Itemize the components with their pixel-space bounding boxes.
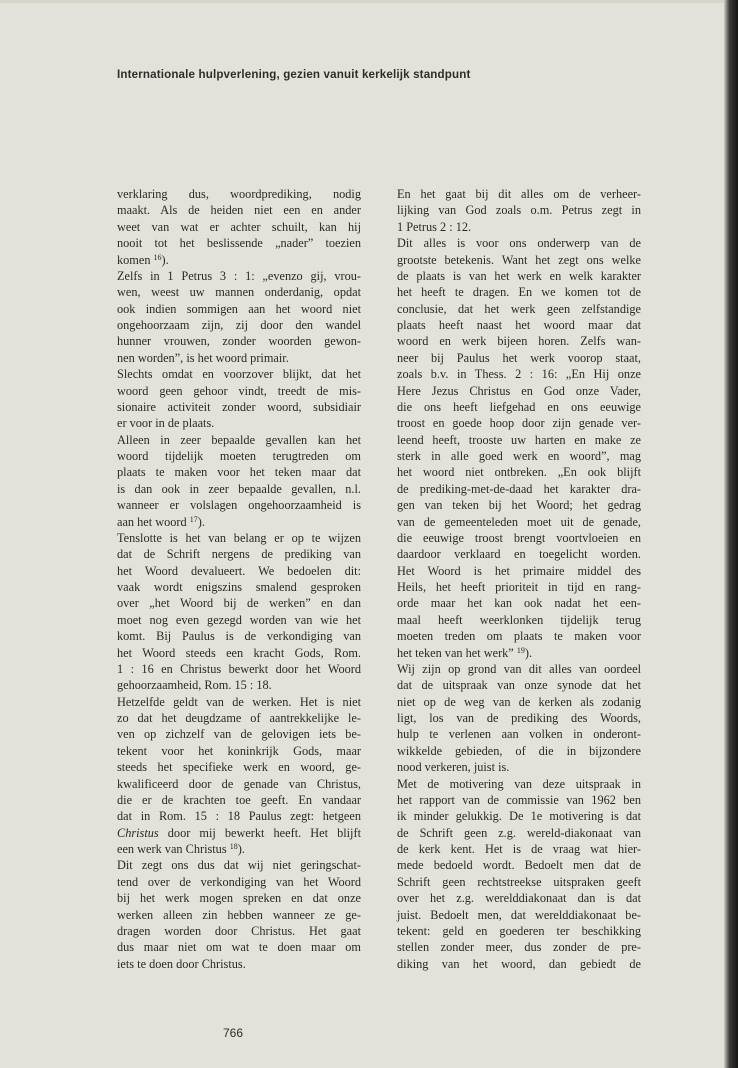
text-line bbox=[397, 857, 641, 873]
line-text: En het gaat bij dit alles om de verheer- bbox=[397, 187, 641, 201]
text-line bbox=[117, 808, 361, 824]
line-text: ik minder gelukkig. De 1e motivering is dat bbox=[397, 809, 641, 824]
text-line bbox=[397, 432, 641, 448]
text-line bbox=[117, 907, 361, 923]
text-line bbox=[117, 743, 361, 759]
text-line bbox=[117, 956, 361, 972]
line-text: gen van teken bij het Woord; het gedrag bbox=[397, 498, 641, 513]
line-text: plaats te maken voor het teken maar dat bbox=[117, 465, 361, 480]
footnote-ref: 16 bbox=[153, 252, 162, 262]
text-line bbox=[397, 301, 641, 317]
italic-text: Christus bbox=[117, 825, 159, 840]
line-text: ven op zichzelf van de gelovigen iets be- bbox=[117, 727, 361, 742]
line-text: mede bedoeld wordt. Bedoelt men dat de bbox=[397, 858, 641, 873]
line-text: moet nog even gezegd worden van wie het bbox=[117, 612, 361, 627]
text-line bbox=[397, 514, 641, 530]
text-line bbox=[117, 563, 361, 579]
line-text: die ons heeft liefgehad en ons eeuwige bbox=[397, 399, 641, 414]
text-line bbox=[397, 186, 641, 202]
text-line bbox=[117, 514, 361, 530]
line-text: die eeuwige troost brengt voortvloeien en bbox=[397, 530, 641, 545]
line-text: de prediking-met-de-daad het karakter dra- bbox=[397, 481, 641, 496]
line-text: Slechts omdat en voorzover blijkt, dat het bbox=[117, 367, 361, 382]
text-line bbox=[397, 317, 641, 333]
line-text: weet van wat er achter schuilt, kan hij bbox=[117, 219, 361, 234]
line-text: kwalificeerd door de genade van Christus, bbox=[117, 776, 361, 791]
text-line bbox=[117, 202, 361, 218]
text-line bbox=[117, 939, 361, 955]
line-text: wen, weest uw mannen onderdanig, opdat bbox=[117, 285, 361, 300]
text-line bbox=[397, 874, 641, 890]
line-text: Dit zegt ons dus dat wij niet geringschat- bbox=[117, 858, 361, 873]
line-text: 1 : 16 en Christus bewerkt door het Woord bbox=[117, 661, 361, 676]
line-text: een werk van Christus bbox=[117, 842, 227, 856]
line-text: stellen zonder meer, dus zonder de pre- bbox=[397, 940, 641, 955]
line-text: het teken van het werk” bbox=[397, 645, 514, 660]
line-text: diking van het woord, dan gebiedt de bbox=[397, 956, 641, 971]
line-text: nen worden”, is het woord primair. bbox=[117, 350, 289, 365]
text-line bbox=[397, 284, 641, 300]
line-text: verklaring dus, woordprediking, nodig bbox=[117, 187, 361, 201]
text-line bbox=[117, 612, 361, 628]
line-text: werken alleen zin hebben wanneer ze ge- bbox=[117, 907, 361, 922]
line-text: Zelfs in 1 Petrus 3 : 1: „evenzo gij, vrou- bbox=[117, 268, 361, 283]
right-text-column bbox=[397, 186, 641, 972]
text-line bbox=[397, 464, 641, 480]
line-suffix: ). bbox=[524, 645, 533, 660]
footnote-ref: 19 bbox=[516, 645, 525, 655]
text-line bbox=[117, 383, 361, 399]
text-line bbox=[397, 268, 641, 284]
footnote-ref: 17 bbox=[189, 514, 198, 524]
line-text: woord geen gehoor vindt, treedt de mis- bbox=[117, 383, 361, 398]
line-text: tekent voor het koninkrijk Gods, maar bbox=[117, 743, 361, 758]
line-text: Wij zijn op grond van dit alles van oordeel bbox=[397, 661, 641, 676]
line-text: neer bij Paulus het werk voorop staat, bbox=[397, 350, 641, 365]
text-line bbox=[117, 399, 361, 415]
line-text: over „het Woord bij de werken” en dan bbox=[117, 596, 361, 611]
line-text: dragen worden door Christus. Het gaat bbox=[117, 923, 361, 938]
line-text: Tenslotte is het van belang er op te wijzen bbox=[117, 530, 361, 545]
line-text: Met de motivering van deze uitspraak in bbox=[397, 776, 641, 791]
line-text: ook indien sommigen aan het woord niet bbox=[117, 301, 361, 316]
page-top-edge bbox=[0, 0, 738, 3]
text-line bbox=[397, 792, 641, 808]
text-line bbox=[117, 546, 361, 562]
text-line bbox=[117, 186, 361, 202]
text-line bbox=[117, 792, 361, 808]
text-line bbox=[397, 939, 641, 955]
line-text: zoals b.v. in Thess. 2 : 16: „En Hij onze bbox=[397, 367, 641, 382]
line-text: gehoorzaamheid, Rom. 15 : 18. bbox=[117, 678, 272, 693]
text-line bbox=[397, 726, 641, 742]
text-line bbox=[117, 874, 361, 890]
text-line bbox=[117, 301, 361, 317]
text-line bbox=[117, 923, 361, 939]
text-line bbox=[117, 333, 361, 349]
text-line bbox=[117, 219, 361, 235]
line-text: er voor in de plaats. bbox=[117, 416, 215, 431]
text-line bbox=[397, 235, 641, 251]
text-line bbox=[397, 808, 641, 824]
line-text: dat de uitspraak van onze synode dat het bbox=[397, 678, 641, 693]
text-line bbox=[397, 825, 641, 841]
line-suffix: ). bbox=[197, 514, 205, 529]
text-line bbox=[117, 235, 361, 251]
line-text: dus maar niet om wat te doen maar om bbox=[117, 940, 361, 955]
text-line bbox=[397, 710, 641, 726]
line-text: de Schrift geen z.g. wereld-diakonaat van bbox=[397, 825, 641, 840]
text-line bbox=[397, 579, 641, 595]
line-text: Hetzelfde geldt van de werken. Het is niet bbox=[117, 694, 361, 709]
line-text: tend over de verkondiging van het Woord bbox=[117, 874, 361, 889]
text-line bbox=[397, 677, 641, 693]
line-text: niet op de weg van de kerken als zodanig bbox=[397, 694, 641, 709]
text-line bbox=[117, 530, 361, 546]
line-text: wanneer er volslagen ongehoorzaamheid is bbox=[117, 498, 361, 513]
text-line bbox=[117, 710, 361, 726]
text-line bbox=[397, 776, 641, 792]
line-text: Het Woord is het primaire middel des bbox=[397, 563, 641, 578]
line-text: nooit tot het beslissende „nader” toezien bbox=[117, 236, 361, 251]
line-suffix: ). bbox=[161, 252, 169, 267]
line-text: sterk in alle goed werk en woord”, mag bbox=[397, 449, 641, 463]
text-line bbox=[117, 857, 361, 873]
line-text: daardoor verklaard en toegelicht worden. bbox=[397, 547, 641, 562]
text-line bbox=[117, 645, 361, 661]
text-line bbox=[117, 366, 361, 382]
line-text: troost en goede hoop door zijn genade ver- bbox=[397, 416, 641, 431]
text-line bbox=[397, 366, 641, 382]
line-text: zo dat het deugdzame of aantrekkelijke le- bbox=[117, 711, 361, 725]
text-line bbox=[397, 759, 641, 775]
text-line bbox=[117, 252, 361, 268]
text-line bbox=[117, 825, 361, 841]
page-binding-edge bbox=[724, 0, 738, 1068]
text-line bbox=[117, 628, 361, 644]
line-text: grootste betekenis. Want het zegt ons welke bbox=[397, 252, 641, 267]
text-line bbox=[397, 333, 641, 349]
text-line bbox=[117, 661, 361, 677]
line-text: die er de krachten toe geeft. En vandaar bbox=[117, 792, 361, 807]
text-line bbox=[397, 497, 641, 513]
line-text: Heils, het heeft prioriteit in tijd en rang- bbox=[397, 580, 641, 594]
line-text: juist. Bedoelt men, dat werelddiakonaat be- bbox=[397, 907, 641, 922]
text-line bbox=[397, 890, 641, 906]
line-text: dat in Rom. 15 : 18 Paulus zegt: hetgeen bbox=[117, 809, 361, 824]
line-text: door mij bewerkt heeft. Het blijft bbox=[158, 825, 361, 840]
text-line bbox=[117, 694, 361, 710]
line-text: ongehoorzaam zijn, zij door den wandel bbox=[117, 318, 361, 332]
text-line bbox=[397, 923, 641, 939]
line-text: orde maar het kan ook nadat het een- bbox=[397, 596, 641, 611]
line-text: conclusie, dat het werk geen zelfstandige bbox=[397, 301, 641, 316]
text-line bbox=[397, 546, 641, 562]
line-text: hulp te verlenen aan volken in onderont- bbox=[397, 727, 641, 742]
line-text: steeds het specifieke werk en woord, ge- bbox=[117, 760, 361, 775]
line-text: vaak wordt enigszins smalend gesproken bbox=[117, 580, 361, 594]
line-text: Alleen in zeer bepaalde gevallen kan het bbox=[117, 432, 361, 447]
text-line bbox=[397, 956, 641, 972]
text-line bbox=[117, 268, 361, 284]
line-text: maakt. Als de heiden niet een en ander bbox=[117, 203, 361, 218]
line-text: hunner vrouwen, zonder woorden gewon- bbox=[117, 334, 361, 349]
text-line bbox=[397, 219, 641, 235]
text-line bbox=[397, 595, 641, 611]
line-text: sionaire activiteit zonder woord, subsidiair bbox=[117, 399, 361, 414]
text-line bbox=[397, 383, 641, 399]
text-line bbox=[117, 284, 361, 300]
line-text: maal heeft weerklonken tijdelijk terug bbox=[397, 612, 641, 627]
text-line bbox=[117, 595, 361, 611]
text-line bbox=[397, 530, 641, 546]
text-line bbox=[117, 432, 361, 448]
text-line bbox=[117, 890, 361, 906]
text-line bbox=[397, 252, 641, 268]
text-line bbox=[117, 776, 361, 792]
text-line bbox=[117, 448, 361, 464]
line-text: het woord niet ontbreken. „En ook blijft bbox=[397, 465, 641, 480]
text-line bbox=[397, 202, 641, 218]
line-text: over het z.g. werelddiakonaat dan is dat bbox=[397, 891, 641, 906]
line-text: het Woord devalueert. We bedoelen dit: bbox=[117, 563, 361, 578]
text-line bbox=[397, 743, 641, 759]
line-text: het heeft te dragen. En we komen tot de bbox=[397, 285, 641, 300]
line-text: bij het werk mogen spreken en dat onze bbox=[117, 891, 361, 906]
text-line bbox=[117, 759, 361, 775]
line-text: nood verkeren, juist is. bbox=[397, 760, 510, 775]
line-text: Schrift geen rechtstreekse uitspraken geeft bbox=[397, 874, 641, 889]
text-line bbox=[397, 645, 641, 661]
line-text: Here Jezus Christus en God onze Vader, bbox=[397, 383, 641, 398]
line-text: leend heeft, trooste uw harten en make ze bbox=[397, 432, 641, 447]
text-line bbox=[117, 841, 361, 857]
text-line bbox=[117, 415, 361, 431]
line-text: 1 Petrus 2 : 12. bbox=[397, 219, 472, 234]
footnote-ref: 18 bbox=[229, 842, 238, 851]
line-text: het Woord steeds een kracht Gods, Rom. bbox=[117, 645, 361, 660]
line-text: ligt, los van de prediking des Woords, bbox=[397, 711, 641, 725]
text-line bbox=[117, 497, 361, 513]
line-text: dat de Schrift nergens de prediking van bbox=[117, 547, 361, 562]
text-line bbox=[117, 317, 361, 333]
line-text: van de gemeenteleden moet uit de genade, bbox=[397, 514, 641, 529]
text-line bbox=[397, 612, 641, 628]
text-line bbox=[397, 448, 641, 464]
line-text: iets te doen door Christus. bbox=[117, 956, 246, 971]
text-line bbox=[397, 628, 641, 644]
line-text: tekent: geld en goederen ter beschikking bbox=[397, 923, 641, 938]
running-head: Internationale hulpverlening, gezien vanuit kerkelijk standpunt bbox=[117, 68, 471, 81]
line-text: komt. Bij Paulus is de verkondiging van bbox=[117, 629, 361, 644]
text-line bbox=[117, 350, 361, 366]
line-text: lijking van God zoals o.m. Petrus zegt in bbox=[397, 203, 641, 218]
line-text: aan het woord bbox=[117, 514, 187, 529]
text-line bbox=[397, 399, 641, 415]
text-line bbox=[117, 726, 361, 742]
text-line bbox=[117, 579, 361, 595]
text-line bbox=[397, 350, 641, 366]
line-text: komen bbox=[117, 252, 151, 267]
line-suffix: ). bbox=[237, 842, 245, 856]
line-text: Dit alles is voor ons onderwerp van de bbox=[397, 236, 641, 251]
text-line bbox=[397, 415, 641, 431]
text-line bbox=[397, 907, 641, 923]
text-line bbox=[397, 841, 641, 857]
line-text: plaats heeft naast het woord maar dat bbox=[397, 318, 641, 332]
line-text: woord en werk bijeen horen. Zelfs wan- bbox=[397, 334, 641, 349]
text-line bbox=[117, 481, 361, 497]
text-line bbox=[397, 481, 641, 497]
line-text: de kerk kent. Het is de vraag wat hier- bbox=[397, 842, 641, 856]
text-line bbox=[397, 694, 641, 710]
line-text: de plaats is van het werk en welk karakter bbox=[397, 268, 641, 283]
text-line bbox=[117, 677, 361, 693]
page-number: 766 bbox=[223, 1026, 244, 1040]
text-line bbox=[397, 563, 641, 579]
line-text: het rapport van de commissie van 1962 ben bbox=[397, 792, 641, 807]
line-text: is dan ook in zeer bepaalde gevallen, n.l. bbox=[117, 481, 361, 496]
line-text: moeten treden om plaats te maken voor bbox=[397, 629, 641, 644]
line-text: woord tijdelijk moeten terugtreden om bbox=[117, 449, 361, 463]
text-line bbox=[397, 661, 641, 677]
line-text: wikkelde gebieden, of die in bijzondere bbox=[397, 743, 641, 758]
left-text-column bbox=[117, 186, 361, 972]
text-line bbox=[117, 464, 361, 480]
